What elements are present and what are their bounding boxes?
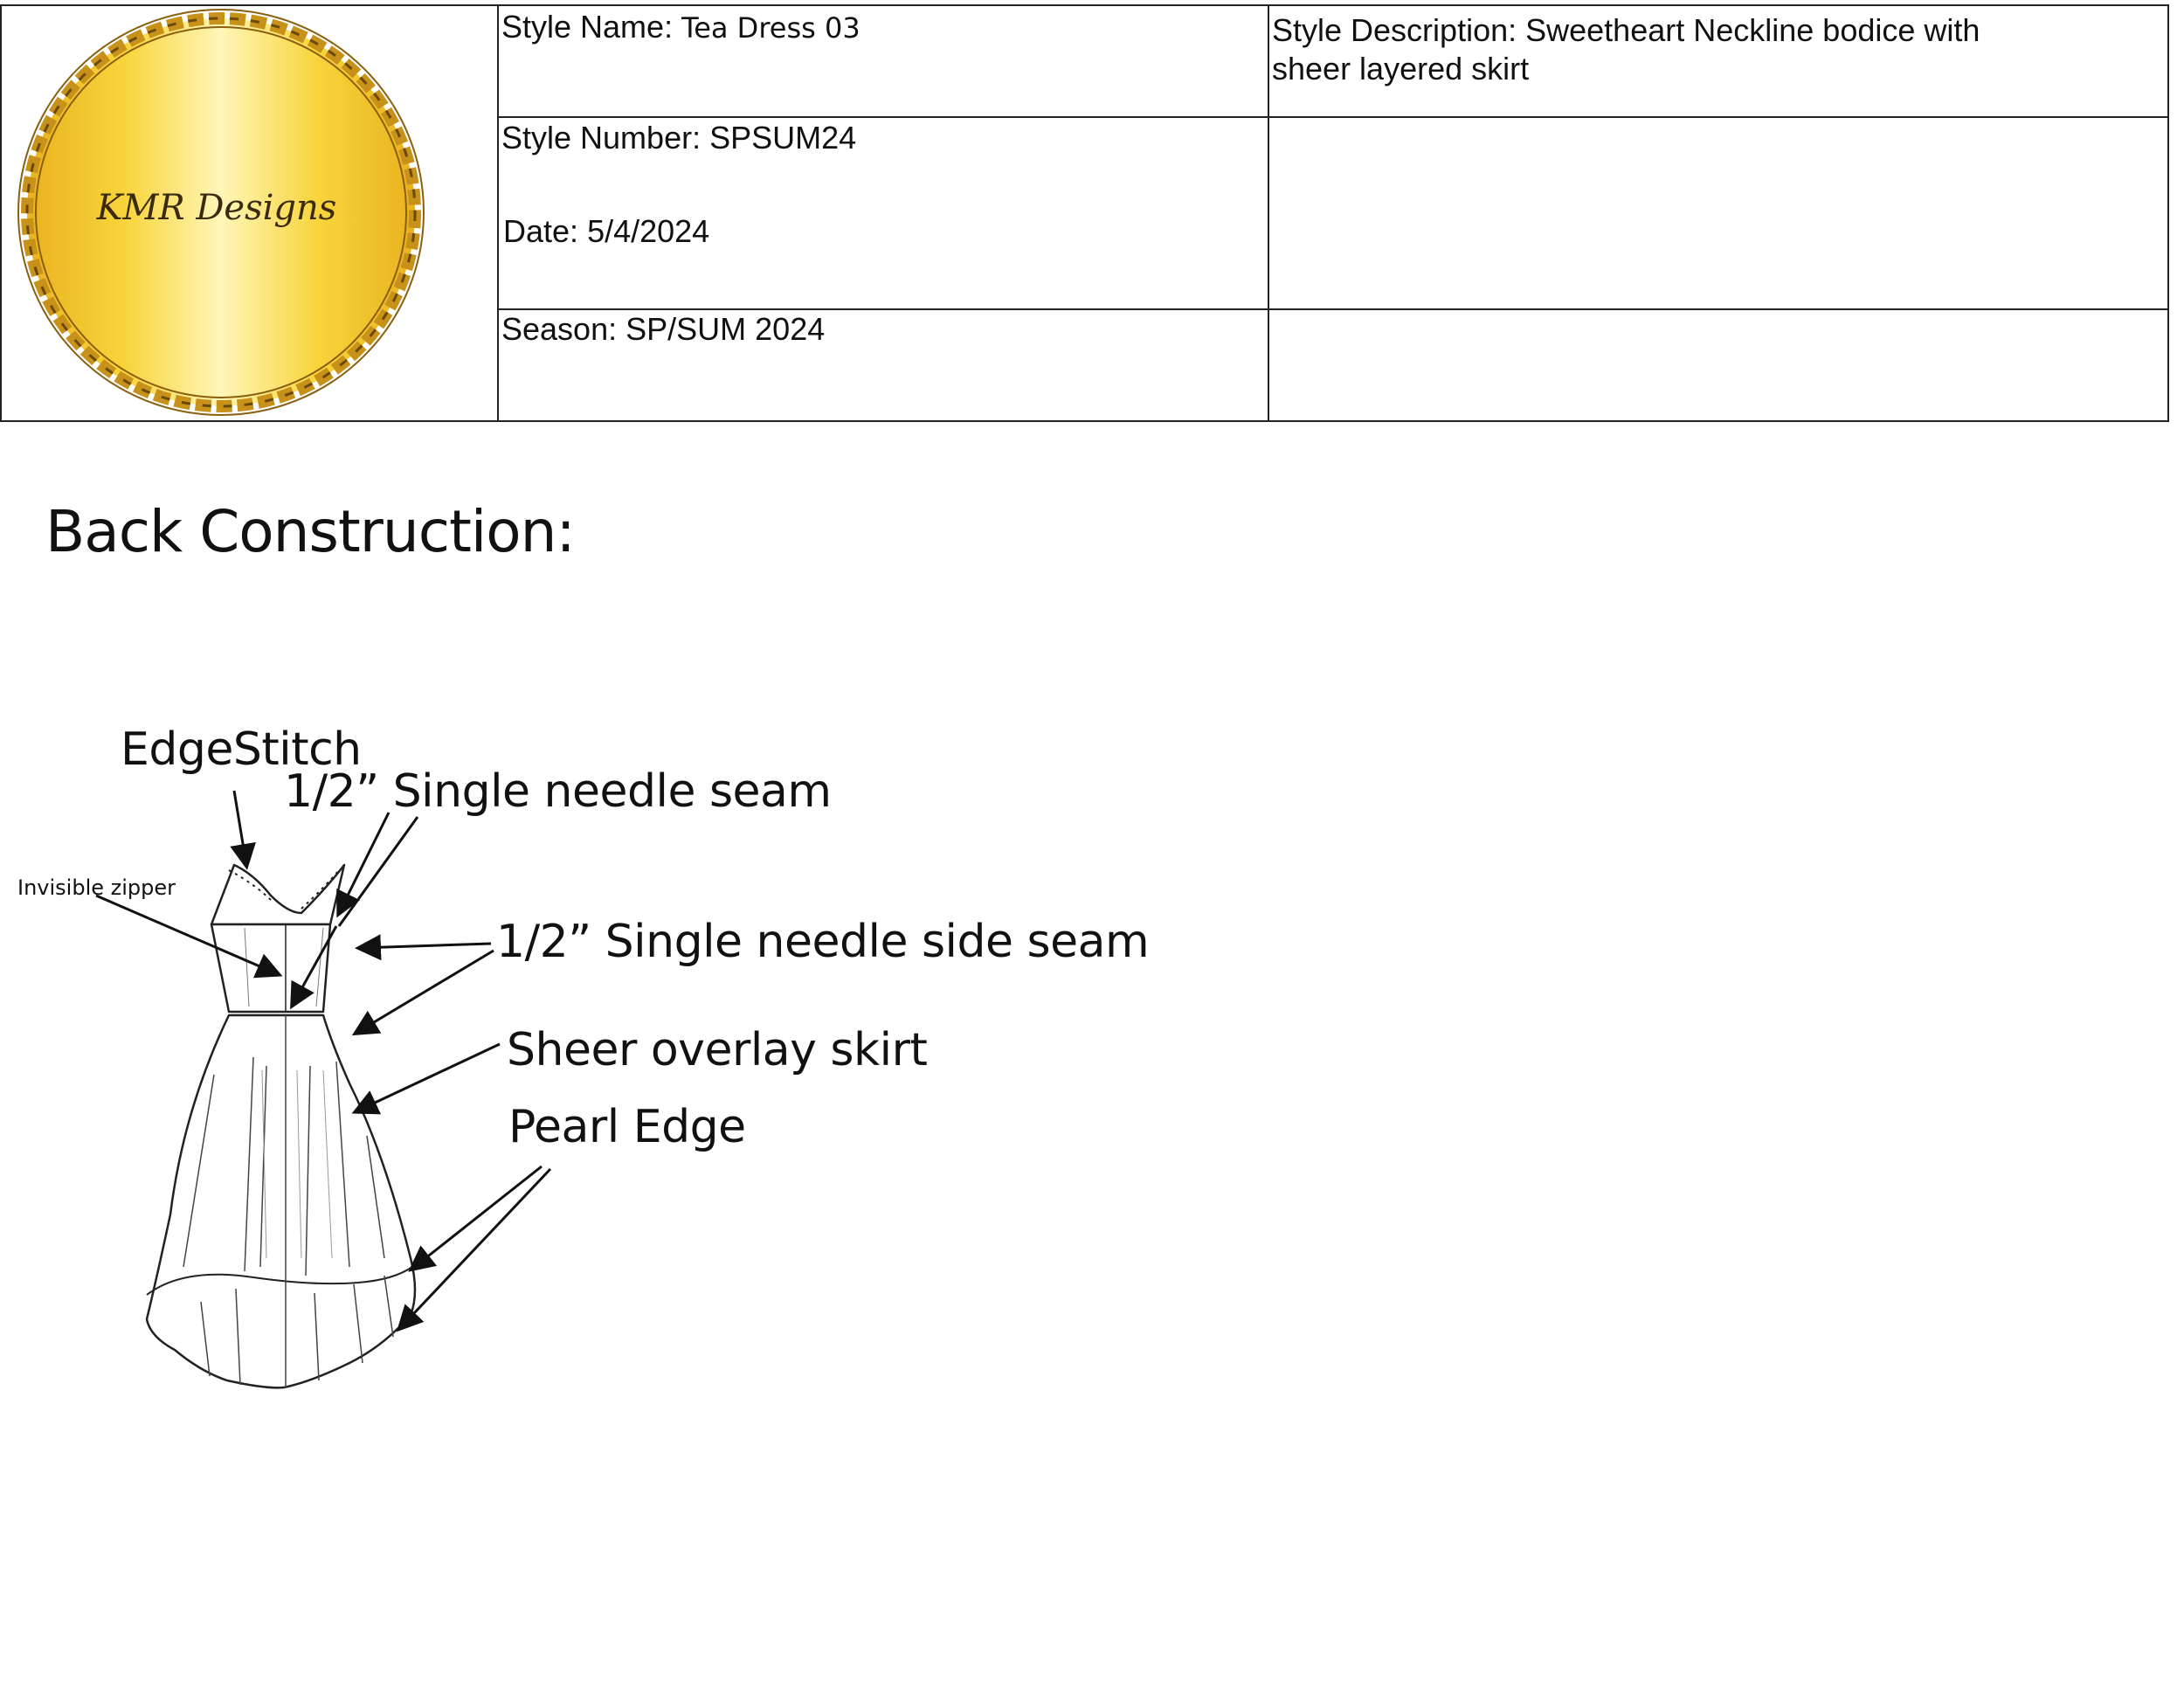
style-description-label: Style Description: <box>1272 12 1517 48</box>
date-cell <box>503 212 709 251</box>
kmr-designs-logo <box>16 7 426 418</box>
style-description-line1: Sweetheart Neckline bodice with <box>1525 12 1980 48</box>
side-seam-arrow-1 <box>360 944 491 948</box>
style-description-cell <box>1272 11 2146 88</box>
seam-arrow-2 <box>339 817 418 926</box>
date-value: 5/4/2024 <box>587 213 710 249</box>
pearl-edge-arrow-1 <box>412 1166 542 1269</box>
bodice-panel-seam-left <box>245 928 249 1007</box>
column-divider-1 <box>497 6 499 420</box>
pearl-edge-arrow-2 <box>400 1169 550 1328</box>
single-needle-seam-label: 1/2” Single needle seam <box>284 765 832 818</box>
sheer-overlay-hem <box>147 1267 412 1295</box>
sheer-fold-lines <box>262 1070 332 1258</box>
edgestitch-label: EdgeStitch <box>121 723 362 776</box>
side-seam-label: 1/2” Single needle side seam <box>496 916 1150 968</box>
style-description-line2: sheer layered skirt <box>1272 51 1530 86</box>
style-name-value: Tea Dress 03 <box>681 11 860 45</box>
column-divider-2 <box>1268 6 1269 420</box>
skirt-outline <box>147 1015 415 1387</box>
style-number-value: SPSUM24 <box>709 120 857 156</box>
edgestitch-arrow <box>234 791 246 865</box>
style-name-label: Style Name: <box>501 9 674 45</box>
style-number-label: Style Number: <box>501 120 702 156</box>
season-cell <box>501 310 825 349</box>
dress-illustration <box>147 865 415 1387</box>
pearl-edge-label: Pearl Edge <box>508 1101 746 1153</box>
season-label: Season: <box>501 311 618 347</box>
logo-text: KMR Designs <box>96 188 337 228</box>
bodice-neckline <box>211 865 344 924</box>
side-seam-arrow-2 <box>356 951 494 1033</box>
style-number-cell <box>501 119 856 157</box>
bodice-back <box>211 924 330 1012</box>
section-title: Back Construction: <box>45 498 575 565</box>
style-name-cell <box>501 8 860 47</box>
seam-arrow-1 <box>339 813 389 913</box>
season-value: SP/SUM 2024 <box>625 311 826 347</box>
zipper-arrow-2 <box>293 926 336 1005</box>
bodice-panel-seam-right <box>316 928 323 1007</box>
sheer-overlay-label: Sheer overlay skirt <box>507 1024 928 1076</box>
callout-arrows <box>96 791 550 1328</box>
sheer-overlay-arrow <box>356 1044 500 1111</box>
row-divider-1 <box>497 116 2167 118</box>
zipper-arrow-1 <box>96 896 278 974</box>
skirt-folds <box>183 1015 393 1387</box>
invisible-zipper-label: Invisible zipper <box>17 875 176 900</box>
date-label: Date: <box>503 213 579 249</box>
edgestitch-line <box>229 870 339 909</box>
